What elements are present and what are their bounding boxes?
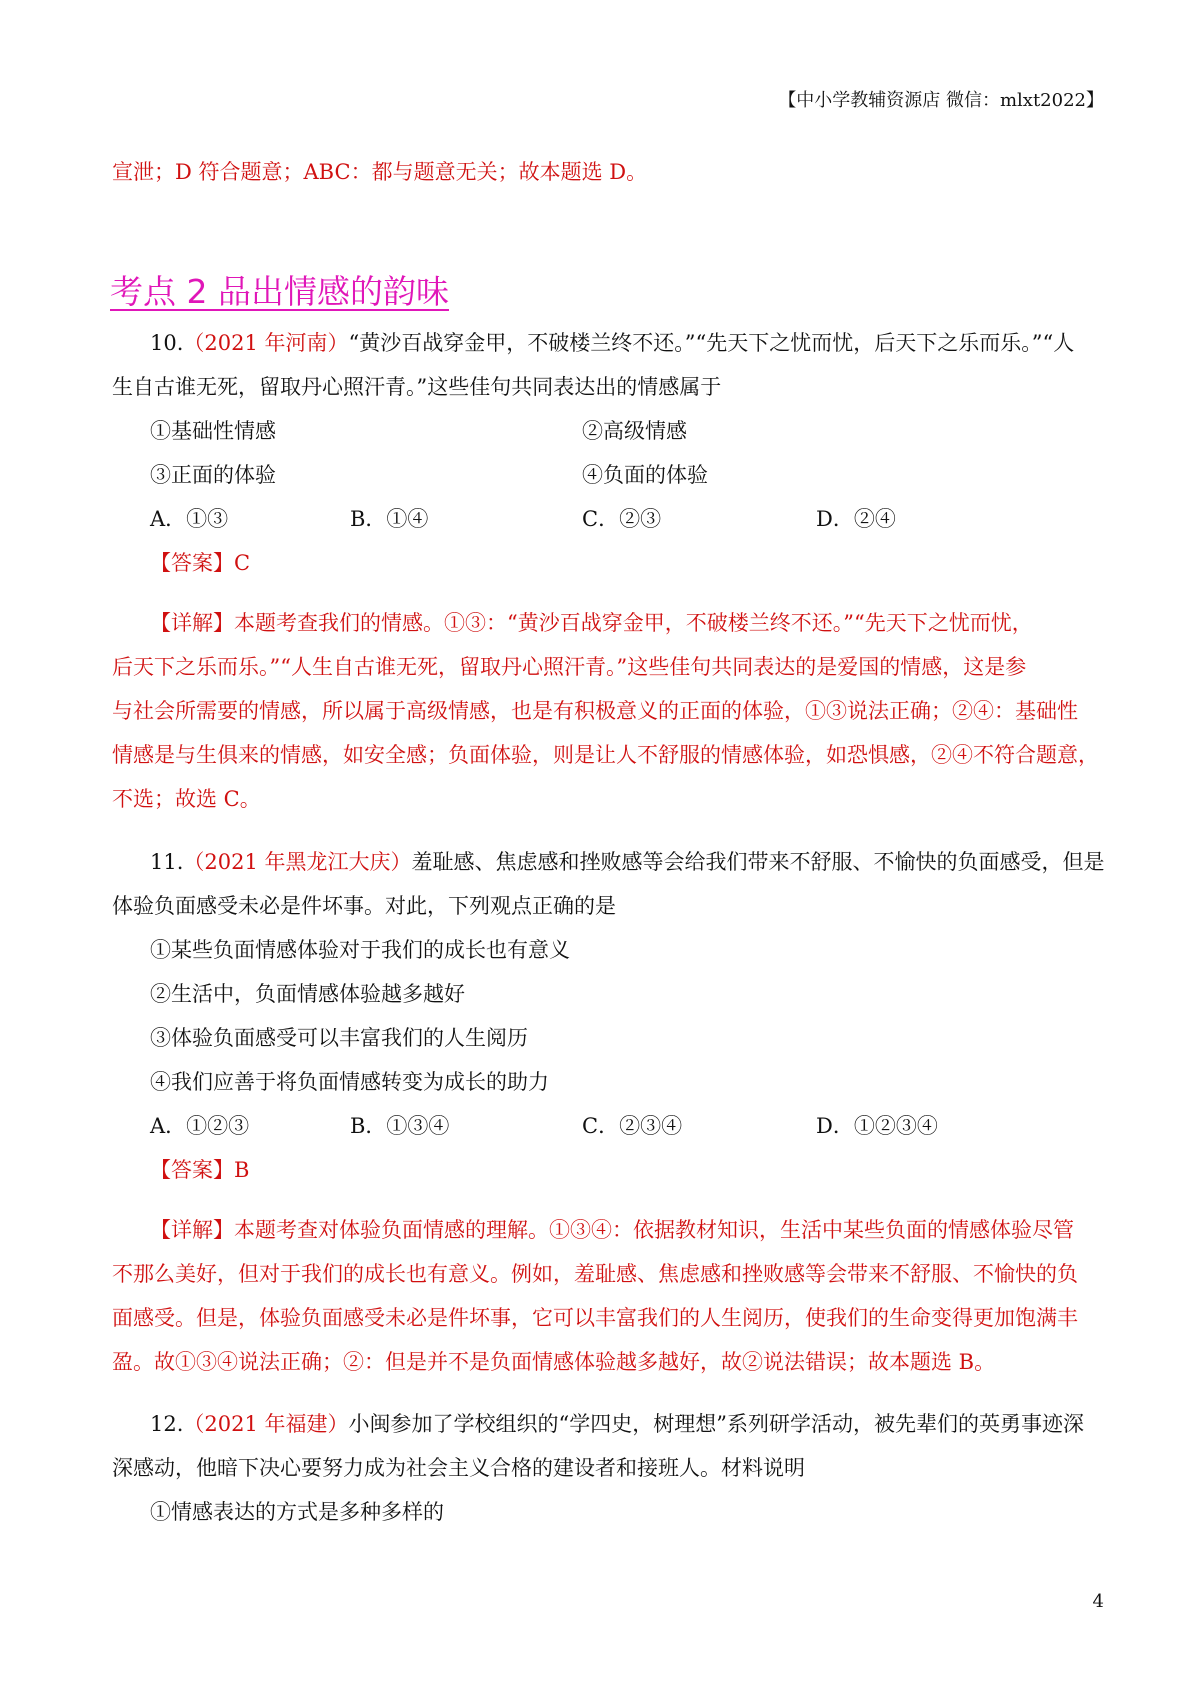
question-11-source: （2021 年黑龙江大庆） — [183, 850, 412, 874]
question-11-stem-text: 羞耻感、焦虑感和挫败感等会给我们带来不舒服、不愉快的负面感受，但是 — [411, 850, 1105, 874]
question-10-stem-line-2: 生自古谁无死，留取丹心照汗青。”这些佳句共同表达出的情感属于 — [112, 375, 722, 399]
question-11-choice-b: B．①③④ — [350, 1114, 450, 1138]
previous-answer-tail: 宣泄；D 符合题意；ABC：都与题意无关；故本题选 D。 — [112, 160, 648, 184]
question-10-item-1: ①基础性情感 — [150, 419, 276, 443]
question-10-choice-b: B．①④ — [350, 507, 429, 531]
question-11-number: 11. — [150, 850, 184, 874]
question-11-item-3: ③体验负面感受可以丰富我们的人生阅历 — [150, 1026, 528, 1050]
question-10-choice-d: D．②④ — [816, 507, 896, 531]
question-11-item-2: ②生活中，负面情感体验越多越好 — [150, 982, 465, 1006]
question-12-stem-text: 小闽参加了学校组织的“学四史，树理想”系列研学活动，被先辈们的英勇事迹深 — [348, 1412, 1084, 1436]
question-10-detail-line-1: 【详解】本题考查我们的情感。①③：“黄沙百战穿金甲，不破楼兰终不还。”“先天下之忧而忧， — [150, 611, 1033, 635]
question-10-stem-line-1 — [150, 329, 1074, 357]
question-11-detail-line-1: 【详解】本题考查对体验负面情感的理解。①③④：依据教材知识，生活中某些负面的情感体验尽管 — [150, 1218, 1074, 1242]
question-10-detail-line-4: 情感是与生俱来的情感，如安全感；负面体验，则是让人不舒服的情感体验，如恐惧感，②④不符合题意， — [112, 743, 1099, 767]
question-12-source: （2021 年福建） — [183, 1412, 349, 1436]
header-note: 【中小学教辅资源店 微信：mlxt2022】 — [778, 90, 1104, 111]
question-11-item-4: ④我们应善于将负面情感转变为成长的助力 — [150, 1070, 549, 1094]
question-11-choice-a: A．①②③ — [150, 1114, 250, 1138]
question-10-number: 10. — [150, 331, 184, 355]
section-title: 考点 2 品出情感的韵味 — [110, 272, 449, 311]
question-10-stem-text: “黄沙百战穿金甲，不破楼兰终不还。”“先天下之忧而忧，后天下之乐而乐。”“人 — [348, 331, 1075, 355]
question-10-item-2: ②高级情感 — [582, 419, 687, 443]
question-10-choice-c: C．②③ — [582, 507, 662, 531]
question-10-item-4: ④负面的体验 — [582, 463, 708, 487]
question-12-stem-line-1 — [150, 1410, 1084, 1438]
page-number: 4 — [1092, 1591, 1104, 1612]
question-10-detail-line-2: 后天下之乐而乐。”“人生自古谁无死，留取丹心照汗青。”这些佳句共同表达的是爱国的情感，这是参 — [112, 655, 1027, 679]
question-10-detail-line-3: 与社会所需要的情感，所以属于高级情感，也是有积极意义的正面的体验，①③说法正确；②④：基础性 — [112, 699, 1078, 723]
question-10-item-3: ③正面的体验 — [150, 463, 276, 487]
question-11-choice-d: D．①②③④ — [816, 1114, 938, 1138]
question-11-answer: 【答案】B — [150, 1158, 250, 1182]
question-11-detail-line-3: 面感受。但是，体验负面感受未必是件坏事，它可以丰富我们的人生阅历，使我们的生命变得更加饱满丰 — [112, 1306, 1078, 1330]
question-12-stem-line-2: 深感动，他暗下决心要努力成为社会主义合格的建设者和接班人。材料说明 — [112, 1456, 805, 1480]
question-11-choice-c: C．②③④ — [582, 1114, 683, 1138]
question-12-number: 12. — [150, 1412, 184, 1436]
question-10-detail-line-5: 不选；故选 C。 — [112, 787, 261, 811]
question-11-stem-line-2: 体验负面感受未必是件坏事。对此，下列观点正确的是 — [112, 894, 616, 918]
question-11-item-1: ①某些负面情感体验对于我们的成长也有意义 — [150, 938, 570, 962]
question-11-detail-line-4: 盈。故①③④说法正确；②：但是并不是负面情感体验越多越好，故②说法错误；故本题选 B。 — [112, 1350, 996, 1374]
question-10-choice-a: A．①③ — [150, 507, 229, 531]
question-11-detail-line-2: 不那么美好，但对于我们的成长也有意义。例如，羞耻感、焦虑感和挫败感等会带来不舒服、不愉快的负 — [112, 1262, 1078, 1286]
question-10-source: （2021 年河南） — [183, 331, 349, 355]
question-12-item-1: ①情感表达的方式是多种多样的 — [150, 1500, 444, 1524]
question-11-stem-line-1 — [150, 848, 1105, 876]
question-10-answer: 【答案】C — [150, 551, 251, 575]
